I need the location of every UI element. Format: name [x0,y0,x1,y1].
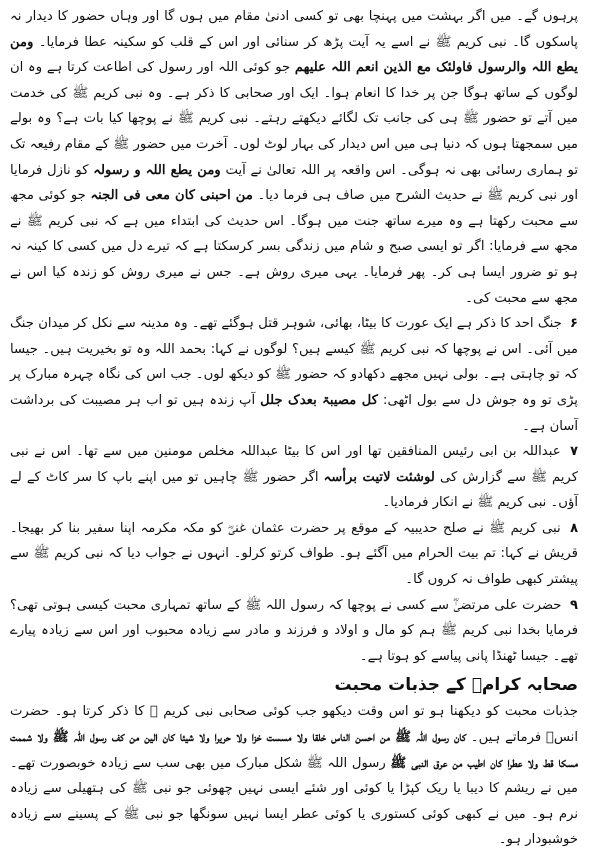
paragraph-intro [10,4,578,311]
item-number: ۷ [570,444,578,460]
numbered-item-9 [10,593,578,670]
numbered-item-6 [10,311,578,439]
arabic-quote: لوشئت لاتیت برأسہ [323,469,435,485]
item-text-continued: اگر حضور ﷺ چاہیں تو میں اپنے باپ کا سر کاٹ کے لے آؤں۔ نبی کریم ﷺ نے انکار فرمادیا۔ [10,469,578,511]
paragraph-text-continued: رسول اللہ ﷺ شکل مبارک میں بھی سب سے زیادہ خوبصورت تھے۔ میں نے ریشم کا دیبا یا ریک کپڑا یا کوئی اور شئے ایسی نہیں چھوئی جو نبی ﷺ کی ہتھیلی سے زیادہ نرم ہو۔ میں نے کبھی کوئی کستوری یا کوئی عطر ایسا نہیں سونگھا جو نبی ﷺ کے پسینے سے زیادہ خوشبودار ہو۔ [10,755,578,848]
hadith-quote: کان رسول اللہ ﷺ من احسن الناس خلقا ولا مسست خزا ولا حریرا ولا شیئا کان الین من کف رسول اللہ ﷺ ولا شممت مسکا قط ولا عطرا کان اطیب من عرق النبی ﷺ [10,730,578,771]
intro-text-continued: جو کوئی اللہ اور رسول کی اطاعت کرتا ہے وہ ان لوگوں کے ساتھ ہوگا جن پر خدا کا انعام ہوا۔ ایک اور صحابی کا ذکر ہے۔ وہ نبی کریم ﷺ کی خدمت میں آتے تو حضور ﷺ ہی کی جانب تک لگائے دیکھتے رہتے۔ نبی کریم ﷺ نے پوچھا کیا بات ہے؟ وہ بولے میں سمجھتا ہوں کہ دنیا ہی میں اس دیدار کی بہار لوٹ لوں۔ آخرت میں حضور ﷺ کے مقام رفیعہ تک تو ہماری رسائی بھی نہ ہوگی۔ اس واقعہ پر اللہ تعالیٰ نے آیت [10,60,578,178]
quran-verse-quote: ومن یطع اللہ والرسول فاولئک مع الذین انعم اللہ علیھم [10,34,578,76]
arabic-quote: کل مصیبۃ بعدک جلل [260,392,379,408]
item-number: ۹ [570,597,578,613]
item-number: ۸ [570,520,578,536]
item-text: جنگ احد کا ذکر ہے ایک عورت کا بیٹا، بھائی، شوہر قتل ہوگئے تھے۔ وہ مدینہ سے نکل کر میدان جنگ میں آئی۔ اس نے پوچھا کہ نبی کریم ﷺ کیسے ہیں؟ لوگوں نے کہا: بحمد اللہ وہ تو بخیریت ہیں۔ جیسا کہ تو چاہتی ہے۔ بولی نہیں مجھے دکھادو کہ حضور ﷺ کو دیکھ لوں۔ جب اس کی نگاہ چہرہ مبارک پر پڑی تو وہ جوش دل سے بول اٹھی: [10,316,578,408]
numbered-item-8 [10,516,578,593]
paragraph-emotions [10,699,578,853]
item-text: حضرت علی مرتضیٰؓ سے کسی نے پوچھا کہ رسول اللہ ﷺ کے ساتھ تمہاری محبت کیسی ہوتی تھی؟ فرمایا بخدا نبی کریم ﷺ ہم کو مال و اولاد و فرزند و مادر سے زیادہ محبوب اور اس سے زیادہ پیارے تھے۔ جیسا ٹھنڈا پانی پیاسے کو ہوتا ہے۔ [10,597,578,664]
intro-text-continued-2: کو نازل فرمایا اور نبی کریم ﷺ نے حدیث الشرح میں صاف ہی فرما دیا۔ [10,162,579,204]
item-number: ۶ [570,316,578,332]
item-text: نبی کریم ﷺ نے صلح حدیبیہ کے موقع پر حضرت عثمان غنیؓ کو مکہ مکرمہ اپنا سفیر بنا کر بھیجا۔ قریش نے کہا: تم بیت الحرام میں آگئے ہو۔ طواف کرتو کرلو۔ انہوں نے جواب دیا کہ نبی کریم ﷺ سے پیشتر کبھی طواف نہ کروں گا۔ [10,520,578,588]
numbered-item-7 [10,439,578,516]
section-heading: صحابہ کرامؓ کے جذبات محبت [334,675,578,696]
item-text: عبداللہ بن ابی رئیس المنافقین تھا اور اس کا بیٹا عبداللہ مخلص مومنین میں سے تھا۔ اس نے نبی کریم ﷺ سے گزارش کی [10,444,578,485]
intro-text-continued-3: جو کوئی مجھ سے محبت رکھتا ہے وہ میرے ساتھ جنت میں ہوگا۔ اس حدیث کی ابتداء میں ہے کہ نبی کریم ﷺ نے مجھ سے فرمایا: اگر تو ایسی صبح و شام میں زندگی بسر کرسکتا ہے کہ تیرے دل میں کسی کا کینہ نہ ہو تو ضرور ایسا ہی کر۔ پھر فرمایا۔ یہی میری روش ہے۔ جس نے میری روش کو زندہ کیا اس نے مجھ سے محبت کی۔ [10,188,578,306]
hadith-quote: من احبنی کان معی فی الجنہ [90,188,253,204]
intro-text: پرہوں گے۔ میں اگر بہشت میں پہنچا بھی تو کسی ادنیٰ مقام میں ہوں گا اور وہاں حضور کا دیدار نہ پاسکوں گا۔ نبی کریم ﷺ نے اسے یہ آیت پڑھ کر سنائی اور اس کے قلب کو سکینہ عطا فرمایا۔ [10,9,578,50]
quran-verse-quote-2: ومن یطع اللہ و رسولہ [93,162,221,178]
paragraph-text: جذبات محبت کو دیکھنا ہو تو اس وقت دیکھو جب کوئی صحابی نبی کریم ﷺ کا ذکر کرتا ہو۔ حضرت انسؓ فرماتے ہیں۔ [10,704,578,746]
item-text-continued: آپ زندہ ہیں تو اب ہر مصیبت کی برداشت آسان ہے۔ [10,392,578,434]
